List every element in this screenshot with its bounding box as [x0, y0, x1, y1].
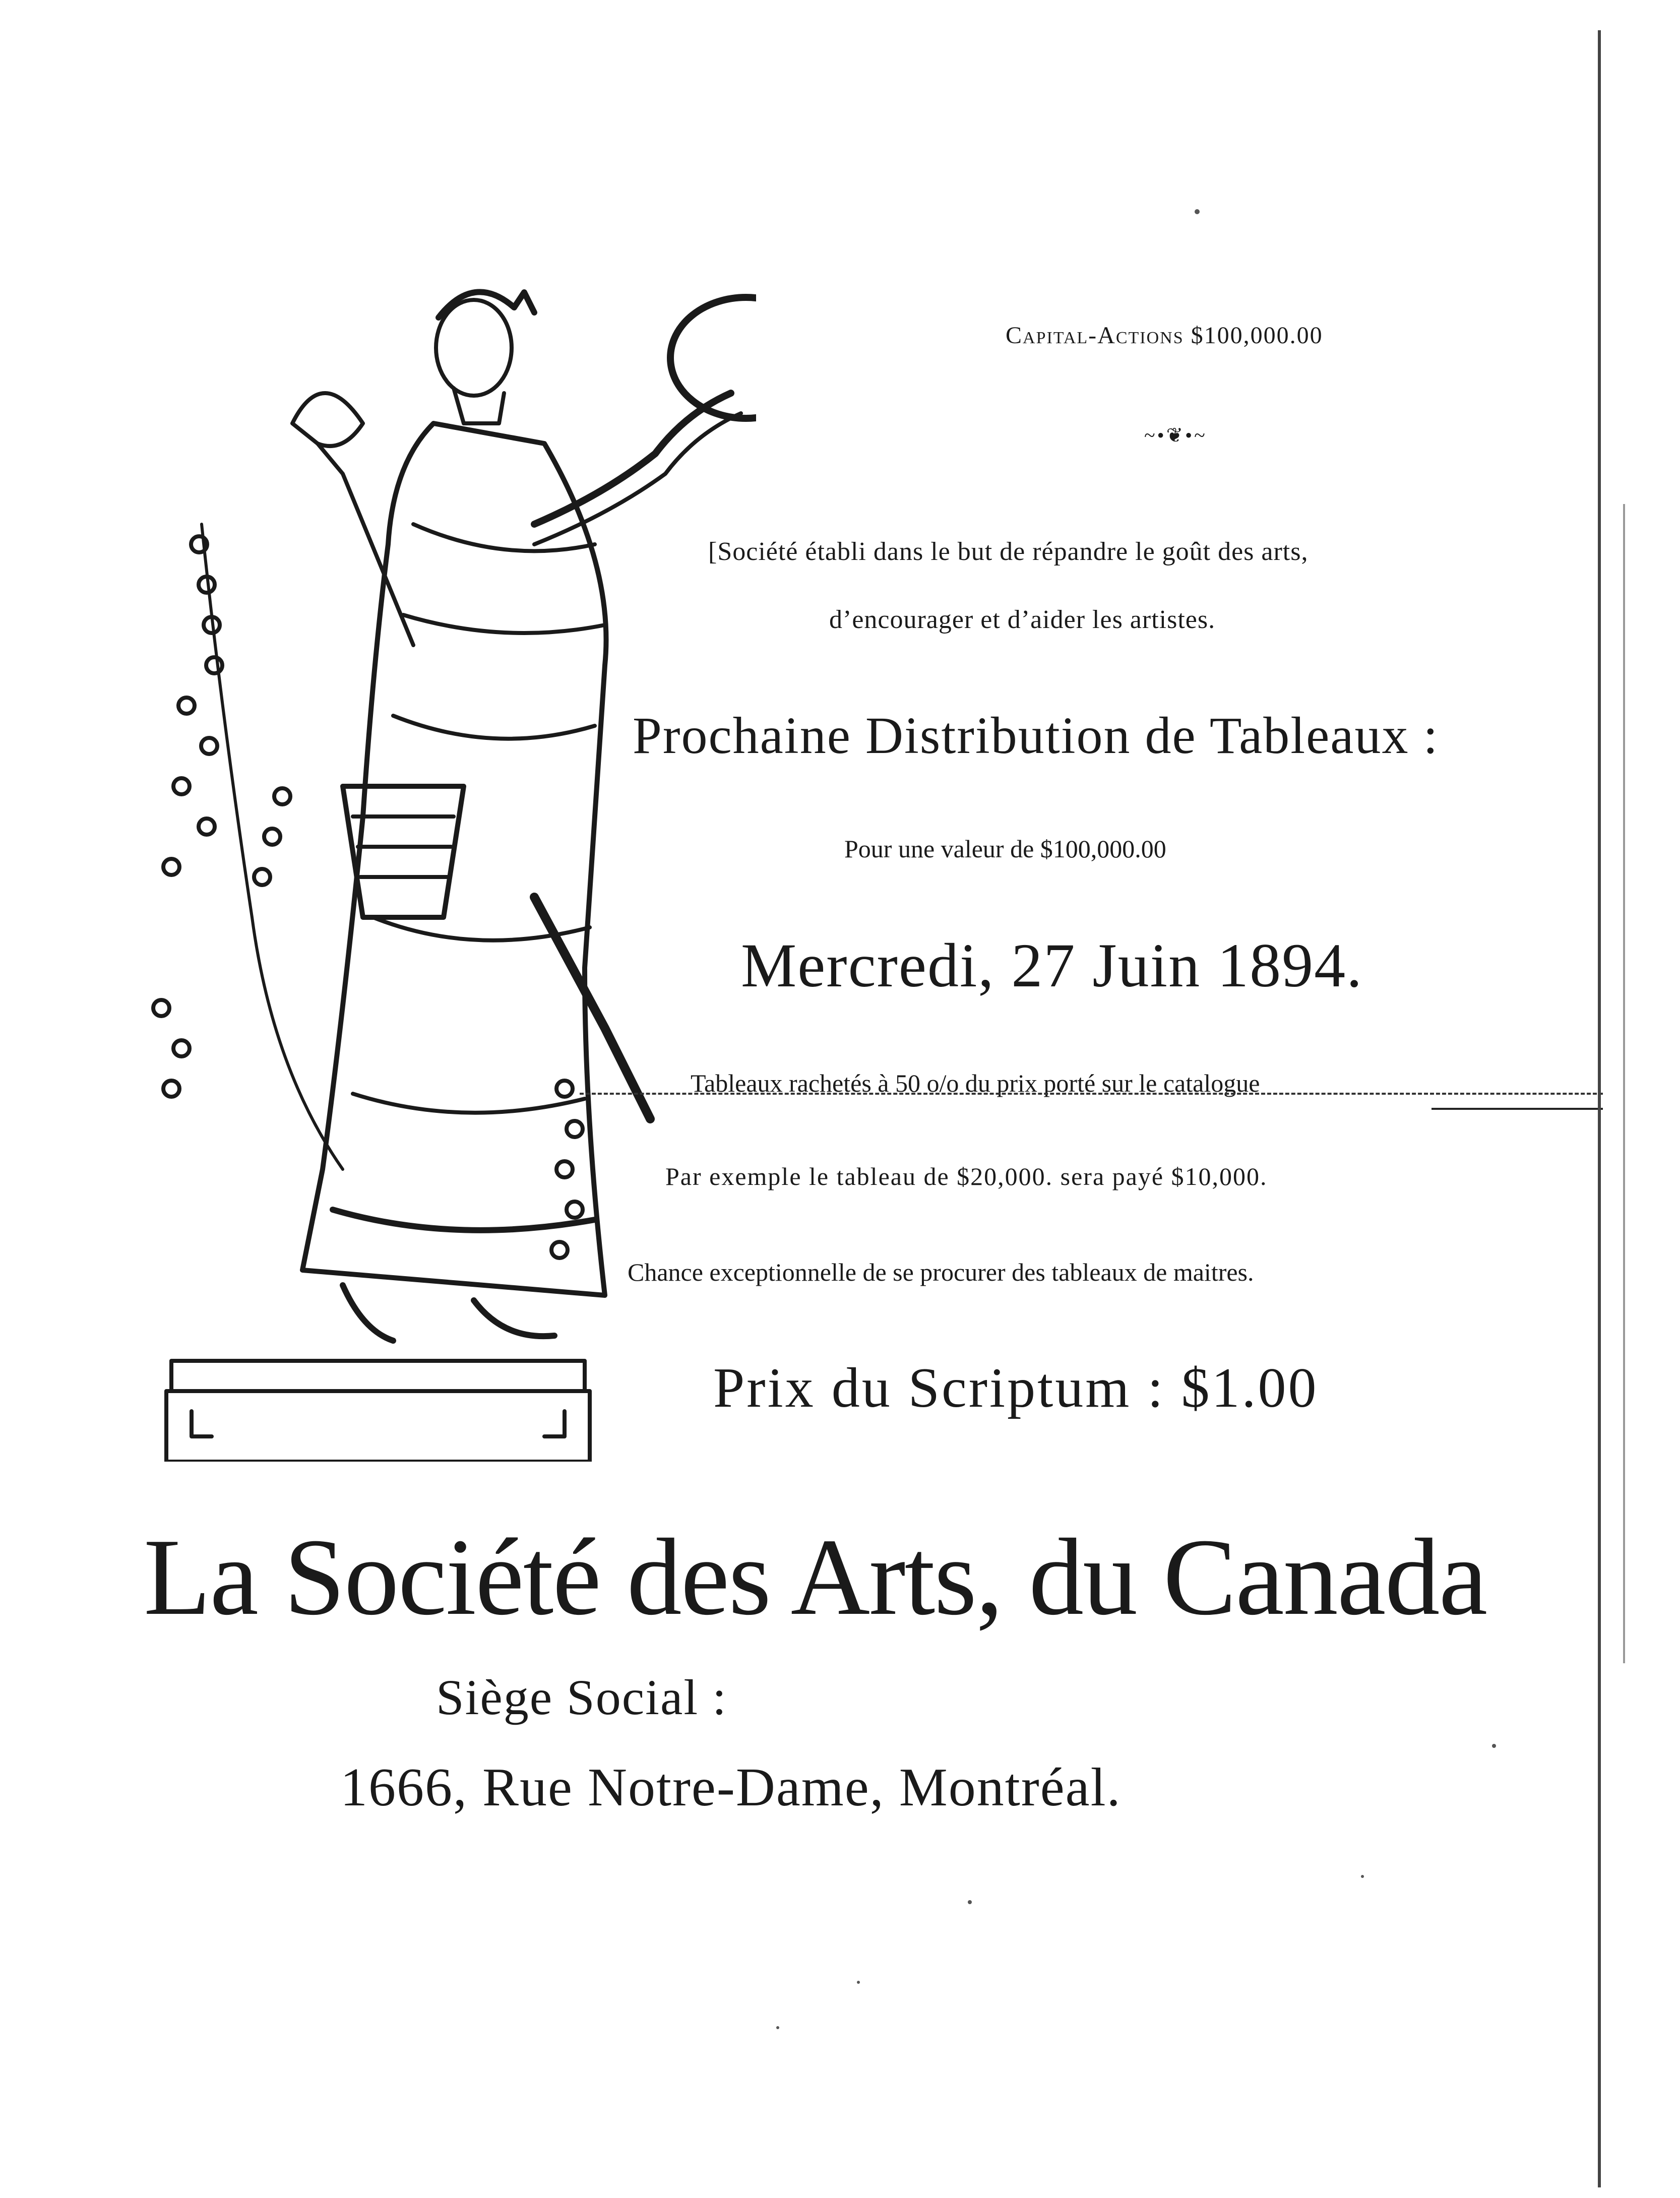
scan-speck: [857, 1981, 860, 1984]
scan-page-edge: [1598, 30, 1601, 2187]
scan-speck: [776, 2026, 779, 2029]
scan-speck: [1361, 1875, 1364, 1878]
scan-speck: [1195, 209, 1200, 214]
example-line: Par exemple le tableau de $20,000. sera payé $10,000.: [665, 1162, 1268, 1190]
head-office-label: Siège Social :: [436, 1669, 727, 1725]
distribution-date: Mercredi, 27 Juin 1894.: [741, 931, 1363, 1000]
scan-fold-line-right: [1432, 1108, 1603, 1110]
ornament-divider: ~•❦•~: [1144, 424, 1207, 447]
chance-line: Chance exceptionnelle de se procurer des tableaux de maitres.: [628, 1258, 1254, 1286]
scan-speck: [968, 1900, 972, 1904]
purpose-line-2: d’encourager et d’aider les artistes.: [829, 605, 1216, 634]
buyback-line: Tableaux rachetés à 50 o/o du prix porté sur le catalogue: [691, 1069, 1260, 1097]
price-line: Prix du Scriptum : $1.00: [713, 1357, 1319, 1419]
capital-line: Capital-Actions $100,000.00: [1006, 322, 1323, 349]
society-name: La Société des Arts, du Canada: [144, 1517, 1487, 1638]
scan-speck: [1492, 1744, 1496, 1748]
headline: Prochaine Distribution de Tableaux :: [633, 707, 1439, 765]
purpose-line-1: [Société établi dans le but de répandre le goût des arts,: [708, 537, 1309, 566]
address-line: 1666, Rue Notre-Dame, Montréal.: [340, 1757, 1122, 1817]
scan-fold-line: [580, 1093, 1603, 1095]
value-line: Pour une valeur de $100,000.00: [844, 835, 1166, 863]
scan-page-edge-inner: [1623, 504, 1625, 1663]
